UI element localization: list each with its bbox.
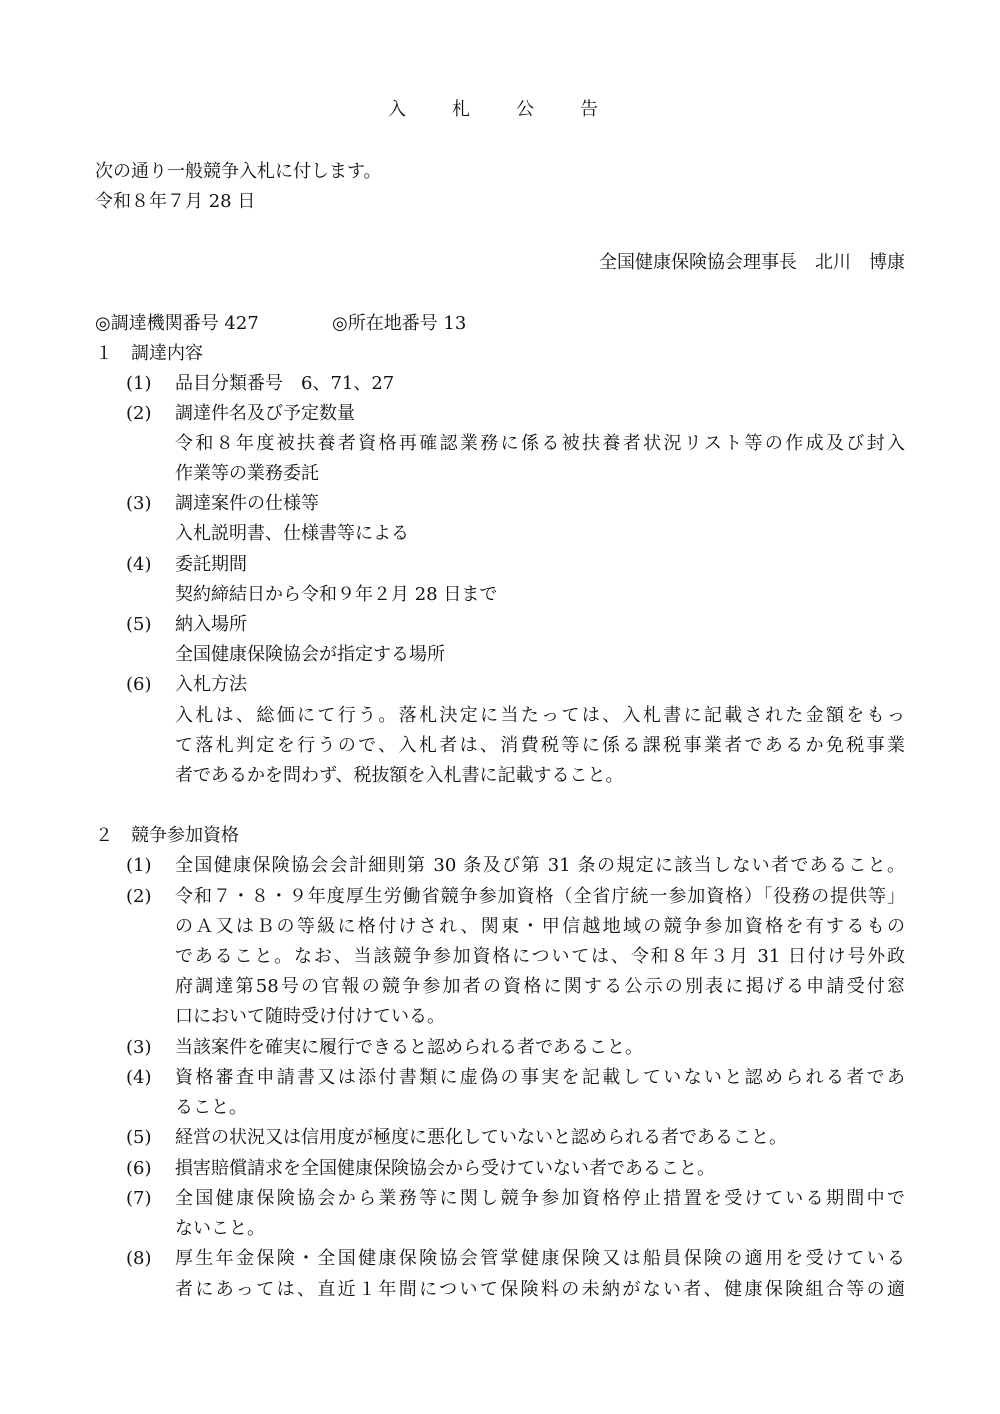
item-text-line: 全国健康保険協会から業務等に関し競争参加資格停止措置を受けている期間中で: [175, 1188, 905, 1209]
item-label: 納入場所: [175, 614, 247, 635]
item-number: (6): [126, 674, 152, 695]
item-text-line: 損害賠償請求を全国健康保険協会から受けていない者であること。: [175, 1158, 715, 1179]
item-label: 品目分類番号 6、71、27: [175, 373, 395, 394]
item-number: (2): [126, 886, 152, 907]
item-text-line: 令和８年度被扶養者資格再確認業務に係る被扶養者状況リスト等の作成及び封入: [175, 433, 905, 454]
item-number: (7): [126, 1188, 152, 1209]
agency-code: ◎調達機関番号 427: [95, 313, 259, 334]
item-number: (5): [126, 1127, 152, 1148]
item-text-line: て落札判定を行うので、入札者は、消費税等に係る課税事業者であるか免税事業: [175, 735, 905, 756]
item-label: 入札方法: [175, 674, 247, 695]
item-text-line: のＡ又はＢの等級に格付けされ、関東・甲信越地域の競争参加資格を有するもの: [175, 916, 905, 937]
item-text-line: であること。なお、当該競争参加資格については、令和８年３月 31 日付け号外政: [175, 946, 905, 967]
item-text-line: 契約締結日から令和９年２月 28 日まで: [175, 584, 498, 605]
item-number: (4): [126, 554, 152, 575]
section-heading: ２ 競争参加資格: [95, 825, 239, 846]
item-number: (6): [126, 1158, 152, 1179]
item-text-line: 者であるかを問わず、税抜額を入札書に記載すること。: [175, 765, 624, 786]
item-label: 調達案件の仕様等: [175, 493, 319, 514]
item-number: (8): [126, 1248, 152, 1269]
location-code: ◎所在地番号 13: [332, 313, 467, 334]
item-text-line: 入札は、総価にて行う。落札決定に当たっては、入札書に記載された金額をもっ: [175, 705, 905, 726]
item-number: (4): [126, 1067, 152, 1088]
item-text-line: 作業等の業務委託: [175, 463, 319, 484]
signature: 全国健康保険協会理事長 北川 博康: [599, 252, 905, 273]
item-number: (2): [126, 403, 152, 424]
item-text-line: 当該案件を確実に履行できると認められる者であること。: [175, 1037, 643, 1058]
item-number: (1): [126, 373, 152, 394]
item-number: (3): [126, 493, 152, 514]
page-title: 入 札 公 告: [388, 99, 612, 120]
item-text-line: 厚生年金保険・全国健康保険協会管掌健康保険又は船員保険の適用を受けている: [175, 1248, 905, 1269]
item-label: 委託期間: [175, 554, 247, 575]
item-text-line: ないこと。: [175, 1218, 265, 1239]
item-text-line: 資格審査申請書又は添付書類に虚偽の事実を記載していないと認められる者であ: [175, 1067, 905, 1088]
item-number: (3): [126, 1037, 152, 1058]
item-text-line: 者にあっては、直近１年間について保険料の未納がない者、健康保険組合等の適: [175, 1279, 905, 1300]
item-text-line: 入札説明書、仕様書等による: [175, 523, 409, 544]
item-text-line: 口において随時受け付けている。: [175, 1006, 445, 1027]
item-label: 調達件名及び予定数量: [175, 403, 355, 424]
item-text-line: 全国健康保険協会会計細則第 30 条及び第 31 条の規定に該当しない者であること。: [175, 855, 905, 876]
item-text-line: 令和７・８・９年度厚生労働省競争参加資格（全省庁統一参加資格）「役務の提供等」: [175, 886, 905, 907]
item-text-line: ること。: [175, 1097, 247, 1118]
item-number: (1): [126, 855, 152, 876]
notice-date: 令和８年７月 28 日: [95, 191, 256, 212]
section-heading: １ 調達内容: [95, 343, 203, 364]
item-text-line: 経営の状況又は信用度が極度に悪化していないと認められる者であること。: [175, 1127, 787, 1148]
item-number: (5): [126, 614, 152, 635]
intro-text: 次の通り一般競争入札に付します。: [95, 161, 382, 182]
item-text-line: 府調達第58号の官報の競争参加者の資格に関する公示の別表に掲げる申請受付窓: [175, 976, 905, 997]
item-text-line: 全国健康保険協会が指定する場所: [175, 644, 445, 665]
